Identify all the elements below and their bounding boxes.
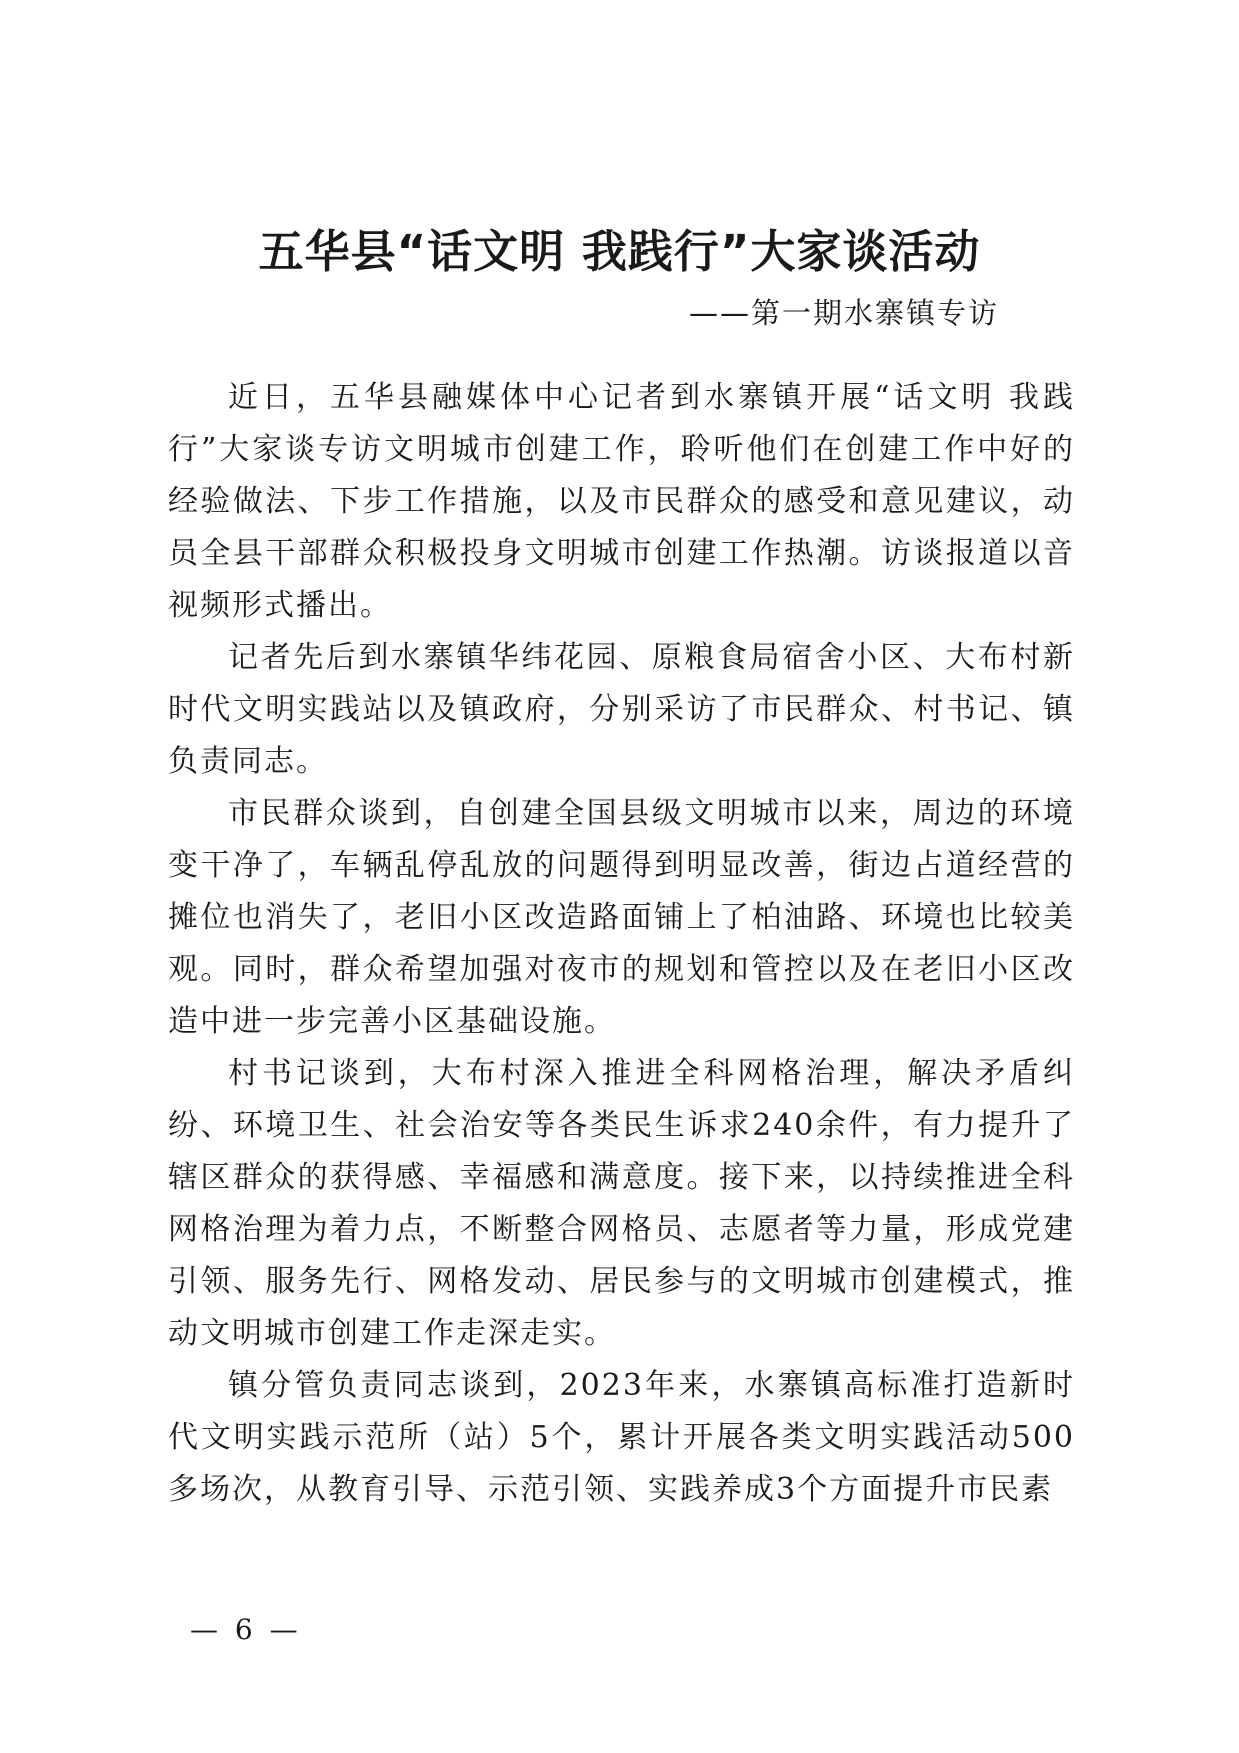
document-title: 五华县“话文明 我践行”大家谈活动 [258, 225, 981, 278]
paragraph: 近日，五华县融媒体中心记者到水寨镇开展“话文明 我践行”大家谈专访文明城市创建工作，聆听他们在创建工作中好的经验做法、下步工作措施，以及市民群众的感受和意见建议，动员全县干部群众积极投身文明城市创建工作热潮。访谈报道以音视频形式播出。 [168, 380, 1075, 623]
paragraph: 市民群众谈到，自创建全国县级文明城市以来，周边的环境变干净了，车辆乱停乱放的问题得到明显改善，街边占道经营的摊位也消失了，老旧小区改造路面铺上了柏油路、环境也比较美观。同时，群众希望加强对夜市的规划和管控以及在老旧小区改造中进一步完善小区基础设施。 [168, 796, 1075, 1039]
page-number: — 6 — [190, 1613, 302, 1646]
document-subtitle: ——第一期水寨镇专访 [688, 296, 999, 330]
paragraph: 记者先后到水寨镇华纬花园、原粮食局宿舍小区、大布村新时代文明实践站以及镇政府，分别采访了市民群众、村书记、镇负责同志。 [168, 640, 1075, 779]
paragraph: 镇分管负责同志谈到，2023年来，水寨镇高标准打造新时代文明实践示范所（站）5个，累计开展各类文明实践活动500多场次，从教育引导、示范引领、实践养成3个方面提升市民素 [168, 1368, 1075, 1507]
paragraph: 村书记谈到，大布村深入推进全科网格治理，解决矛盾纠纷、环境卫生、社会治安等各类民生诉求240余件，有力提升了辖区群众的获得感、幸福感和满意度。接下来，以持续推进全科网格治理为着力点，不断整合网格员、志愿者等力量，形成党建引领、服务先行、网格发动、居民参与的文明城市创建模式，推动文明城市创建工作走深走实。 [168, 1056, 1075, 1351]
document-body [168, 372, 1075, 1516]
